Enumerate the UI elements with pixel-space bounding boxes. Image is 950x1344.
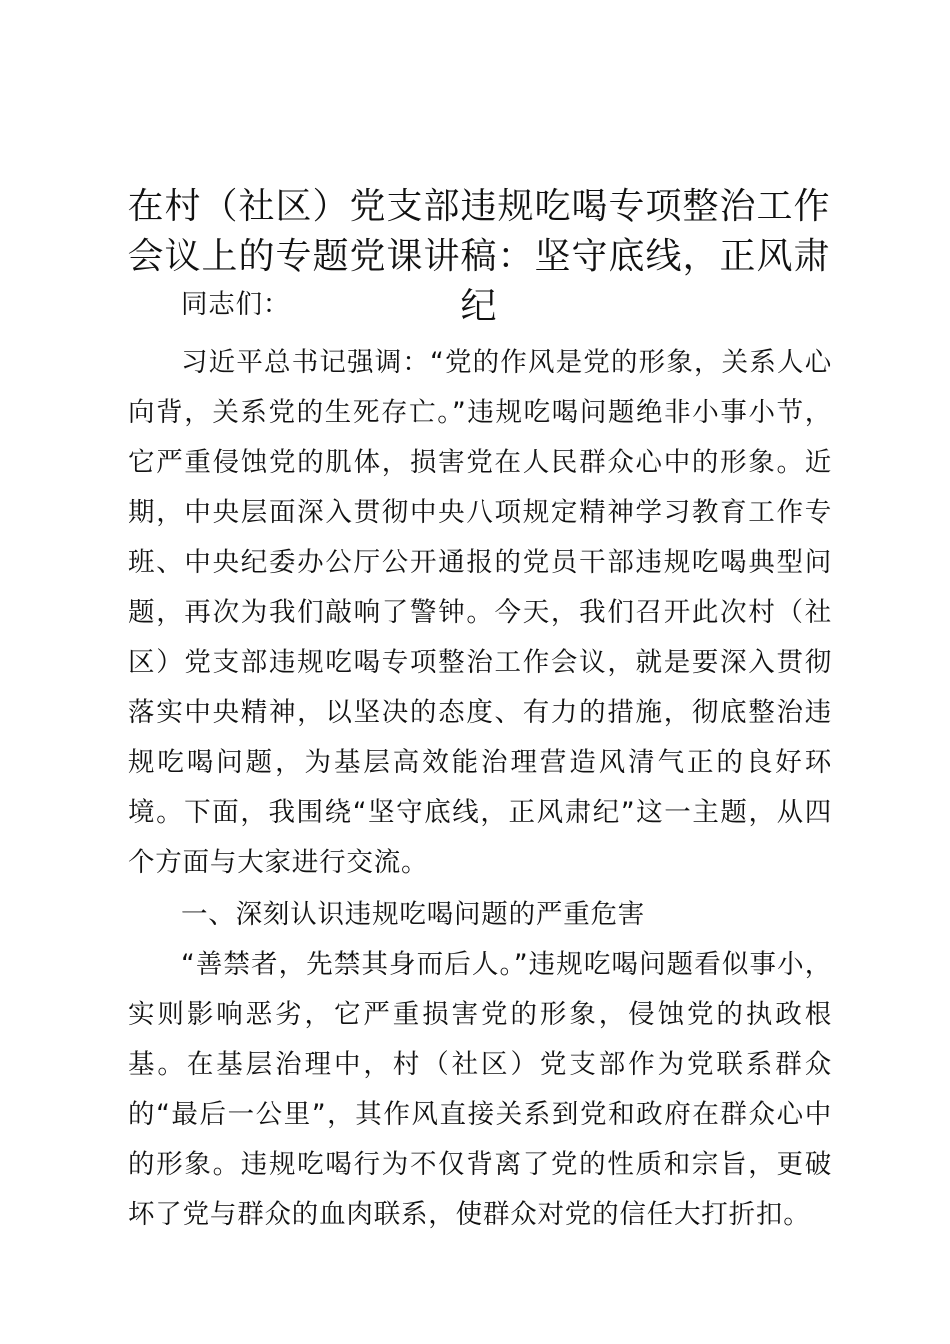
body-paragraph: “善禁者，先禁其身而后人。”违规吃喝问题看似事小，实则影响恶劣，它严重损害党的形象，侵蚀党的执政根基。在基层治理中，村（社区）党支部作为党联系群众的“最后一公里”，其作风直接关系到党和政府在群众心中的形象。违规吃喝行为不仅背离了党的性质和宗旨，更破坏了党与群众的血肉联系，使群众对党的信任大打折扣。: [128, 949, 832, 1230]
section-heading: 一、深刻认识违规吃喝问题的严重危害: [181, 899, 646, 930]
document-body: [128, 288, 832, 1240]
intro-paragraph: 习近平总书记强调：“党的作风是党的形象，关系人心向背，关系党的生死存亡。”违规吃喝问题绝非小事小节，它严重侵蚀党的肌体，损害党在人民群众心中的形象。近期，中央层面深入贯彻中央八项规定精神学习教育工作专班、中央纪委办公厅公开通报的党员干部违规吃喝典型问题，再次为我们敲响了警钟。今天，我们召开此次村（社区）党支部违规吃喝专项整治工作会议，就是要深入贯彻落实中央精神，以坚决的态度、有力的措施，彻底整治违规吃喝问题，为基层高效能治理营造风清气正的良好环境。下面，我围绕“坚守底线，正风肃纪”这一主题，从四个方面与大家进行交流。: [128, 347, 832, 878]
document-title: 在村（社区）党支部违规吃喝专项整治工作会议上的专题党课讲稿：坚守底线，正风肃纪: [127, 186, 831, 327]
salutation: 同志们：: [181, 289, 291, 320]
